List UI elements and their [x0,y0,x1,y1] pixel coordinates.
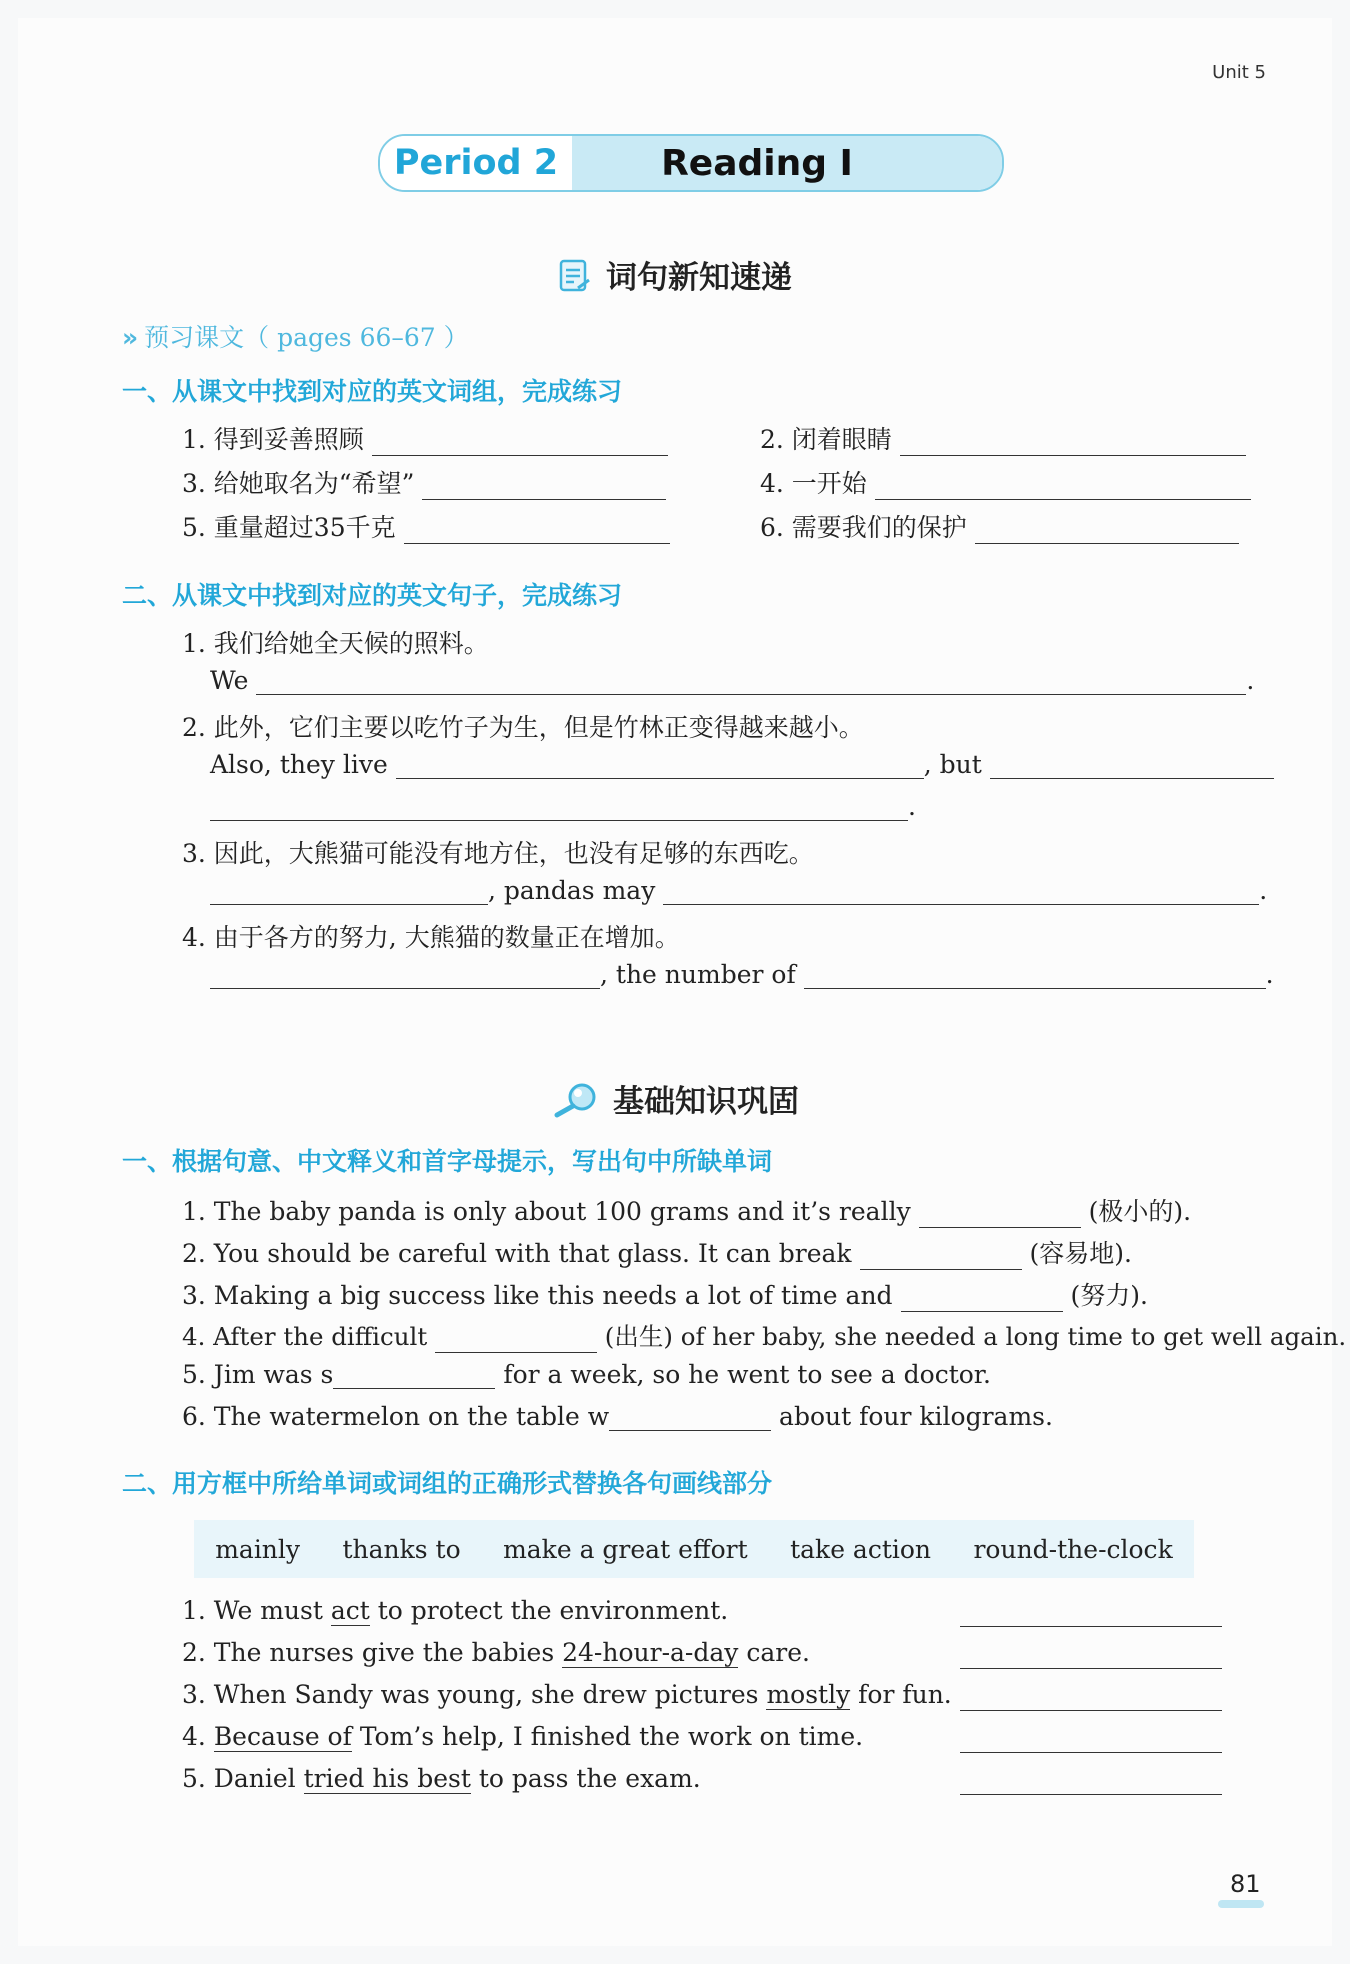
period-banner [378,134,1004,192]
replace-item: 2. The nurses give the babies 24-hour-a-day care. [182,1638,810,1667]
word-option: take action [790,1534,932,1564]
underlined-phrase: Because of [213,1722,352,1751]
section-title-vocab: 词句新知速递 [606,260,792,296]
answer-blank[interactable] [919,1201,1081,1228]
answer-blank[interactable] [404,517,670,544]
underlined-phrase: act [330,1596,370,1625]
phrase-item: 5. 重量超过35千克 [182,508,670,544]
fill-item: 4. After the difficult (出生) of her baby, she needed a long time to get well again. [182,1322,1347,1351]
replace-item: 4. Because of Tom’s help, I finished the work on time. [182,1722,864,1751]
sentence-cn: 4. 由于各方的努力, 大熊猫的数量正在增加。 [182,923,680,952]
fill-item: 6. The watermelon on the table w about four kilograms. [182,1402,1053,1431]
preview-line [122,318,469,354]
answer-blank[interactable] [435,1326,597,1353]
unit-label: Unit 5 [1212,62,1266,83]
fill-item: 1. The baby panda is only about 100 grams and it’s really (极小的). [182,1197,1192,1226]
part4-heading: 二、用方框中所给单词或词组的正确形式替换各句画线部分 [122,1469,773,1498]
section-heading-basics [0,1076,1350,1126]
answer-blank[interactable] [960,1752,1222,1753]
sentence-en: , pandas may . [210,876,1267,905]
phrase-item: 4. 一开始 [760,464,1251,500]
answer-blank[interactable] [256,668,1246,695]
double-chevron-icon: » [122,323,139,352]
answer-blank[interactable] [396,752,924,779]
sentence-cn: 1. 我们给她全天候的照料。 [182,629,489,658]
preview-text: 预习课文（ pages 66–67 ） [144,323,469,352]
lesson-title: Reading I [572,136,1002,190]
phrase-item: 1. 得到妥善照顾 [182,420,668,456]
answer-blank[interactable] [372,429,668,456]
part3-heading: 一、根据句意、中文释义和首字母提示，写出句中所缺单词 [122,1147,773,1176]
phrase-item: 3. 给她取名为“希望” [182,464,666,500]
word-box [194,1520,1194,1578]
answer-blank[interactable] [975,517,1239,544]
answer-blank[interactable] [609,1404,771,1431]
answer-blank[interactable] [960,1710,1222,1711]
answer-blank[interactable] [875,473,1251,500]
sentence-en: , the number of . [210,960,1274,989]
sentence-en-cont: . [210,792,916,821]
notebook-icon [558,258,592,302]
phrase-item: 2. 闭着眼睛 [760,420,1246,456]
part1-heading: 一、从课文中找到对应的英文词组，完成练习 [122,377,623,406]
page-number: 81 [1230,1870,1261,1898]
answer-blank[interactable] [860,1243,1022,1270]
replace-item: 3. When Sandy was young, she drew pictures mostly for fun. [182,1680,952,1709]
underlined-phrase: mostly [766,1680,851,1709]
period-label: Period 2 [380,136,572,190]
answer-blank[interactable] [960,1668,1222,1669]
fill-item: 3. Making a big success like this needs a lot of time and (努力). [182,1281,1148,1310]
word-option: make a great effort [503,1534,748,1564]
word-option: round-the-clock [973,1534,1173,1564]
answer-blank[interactable] [960,1626,1222,1627]
answer-blank[interactable] [333,1362,495,1389]
answer-blank[interactable] [210,878,488,905]
sentence-en: Also, they live , but [210,750,1274,779]
answer-blank[interactable] [960,1794,1222,1795]
page-number-highlight [1218,1900,1264,1908]
underlined-phrase: tried his best [303,1764,471,1793]
answer-blank[interactable] [900,429,1246,456]
word-option: thanks to [342,1534,461,1564]
sentence-cn: 2. 此外，它们主要以吃竹子为生，但是竹林正变得越来越小。 [182,713,864,742]
answer-blank[interactable] [663,878,1259,905]
sentence-en: We . [210,666,1255,695]
answer-blank[interactable] [210,962,600,989]
answer-blank[interactable] [210,794,908,821]
word-option: mainly [215,1534,301,1564]
answer-blank[interactable] [422,473,666,500]
underlined-phrase: 24-hour-a-day [562,1638,739,1667]
sentence-cn: 3. 因此，大熊猫可能没有地方住，也没有足够的东西吃。 [182,839,814,868]
answer-blank[interactable] [901,1285,1063,1312]
fill-item: 2. You should be careful with that glass. It can break (容易地). [182,1239,1132,1268]
answer-blank[interactable] [804,962,1266,989]
magnifier-icon [551,1082,599,1126]
section-title-basics: 基础知识巩固 [613,1084,799,1120]
answer-blank[interactable] [990,752,1274,779]
part2-heading: 二、从课文中找到对应的英文句子，完成练习 [122,581,623,610]
fill-item: 5. Jim was s for a week, so he went to see a doctor. [182,1360,991,1389]
replace-item: 1. We must act to protect the environment. [182,1596,729,1625]
phrase-item: 6. 需要我们的保护 [760,508,1239,544]
section-heading-vocab [0,252,1350,302]
replace-item: 5. Daniel tried his best to pass the exam. [182,1764,701,1793]
